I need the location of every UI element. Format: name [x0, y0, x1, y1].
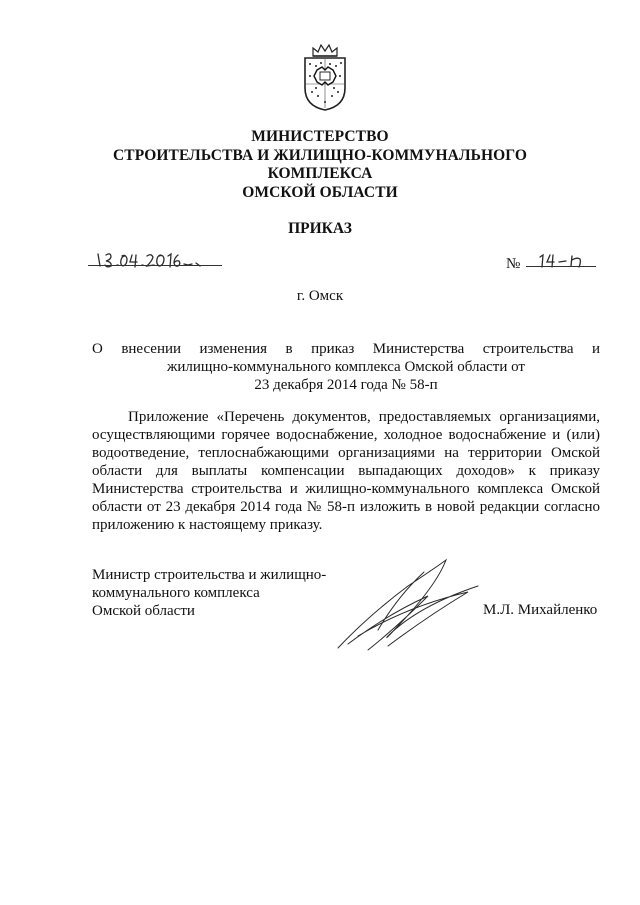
position-line: коммунального комплекса [92, 585, 260, 601]
handwritten-date [92, 246, 222, 272]
order-subject [92, 340, 600, 394]
date-underline [88, 265, 222, 266]
handwritten-number [530, 246, 600, 272]
city-label: г. Омск [296, 288, 344, 304]
position-line: Министр строительства и жилищно- [92, 567, 327, 583]
ministry-line: КОМПЛЕКСА [267, 165, 373, 182]
subject-word: приказ [311, 341, 355, 357]
subject-word: Министерства [372, 341, 465, 357]
subject-line-3: 23 декабря 2014 года № 58-п [254, 377, 438, 393]
coat-of-arms-emblem [300, 44, 350, 112]
ministry-line: ОМСКОЙ ОБЛАСТИ [242, 183, 398, 201]
subject-line-2: жилищно-коммунального комплекса Омской области от [166, 359, 525, 375]
order-body-paragraph: Приложение «Перечень документов, предоставляемых организациями, осуществляющими горячее водоснабжение, холодное водоснабжение и (или) водоотведение, теплоснабжающими организациями на территории Омской области для выплаты компенсации выпадающих доходов» к приказу Министерства строительства и жилищно-коммунального комплекса Омской области от 23 декабря 2014 года № 58-п изложить в новой редакции согласно приложению к настоящему приказу. [92, 409, 600, 533]
ministry-header [0, 128, 640, 202]
subject-word: О [92, 341, 103, 357]
handwritten-signature [328, 556, 480, 656]
subject-line-1 [92, 340, 600, 358]
ministry-line: СТРОИТЕЛЬСТВА И ЖИЛИЩНО-КОММУНАЛЬНОГО [112, 146, 528, 164]
document-type-title: ПРИКАЗ [288, 220, 352, 237]
signatory-name: М.Л. Михайленко [483, 602, 598, 618]
subject-word: внесении [121, 341, 182, 357]
subject-word: изменения [199, 341, 268, 357]
subject-word: в [285, 341, 293, 357]
signatory-position [92, 566, 352, 620]
number-underline [526, 266, 596, 267]
ministry-line: МИНИСТЕРСТВО [251, 128, 389, 145]
position-line: Омской области [92, 603, 195, 619]
number-label: № [506, 256, 521, 272]
subject-word: и [591, 341, 600, 357]
subject-word: строительства [482, 341, 574, 357]
